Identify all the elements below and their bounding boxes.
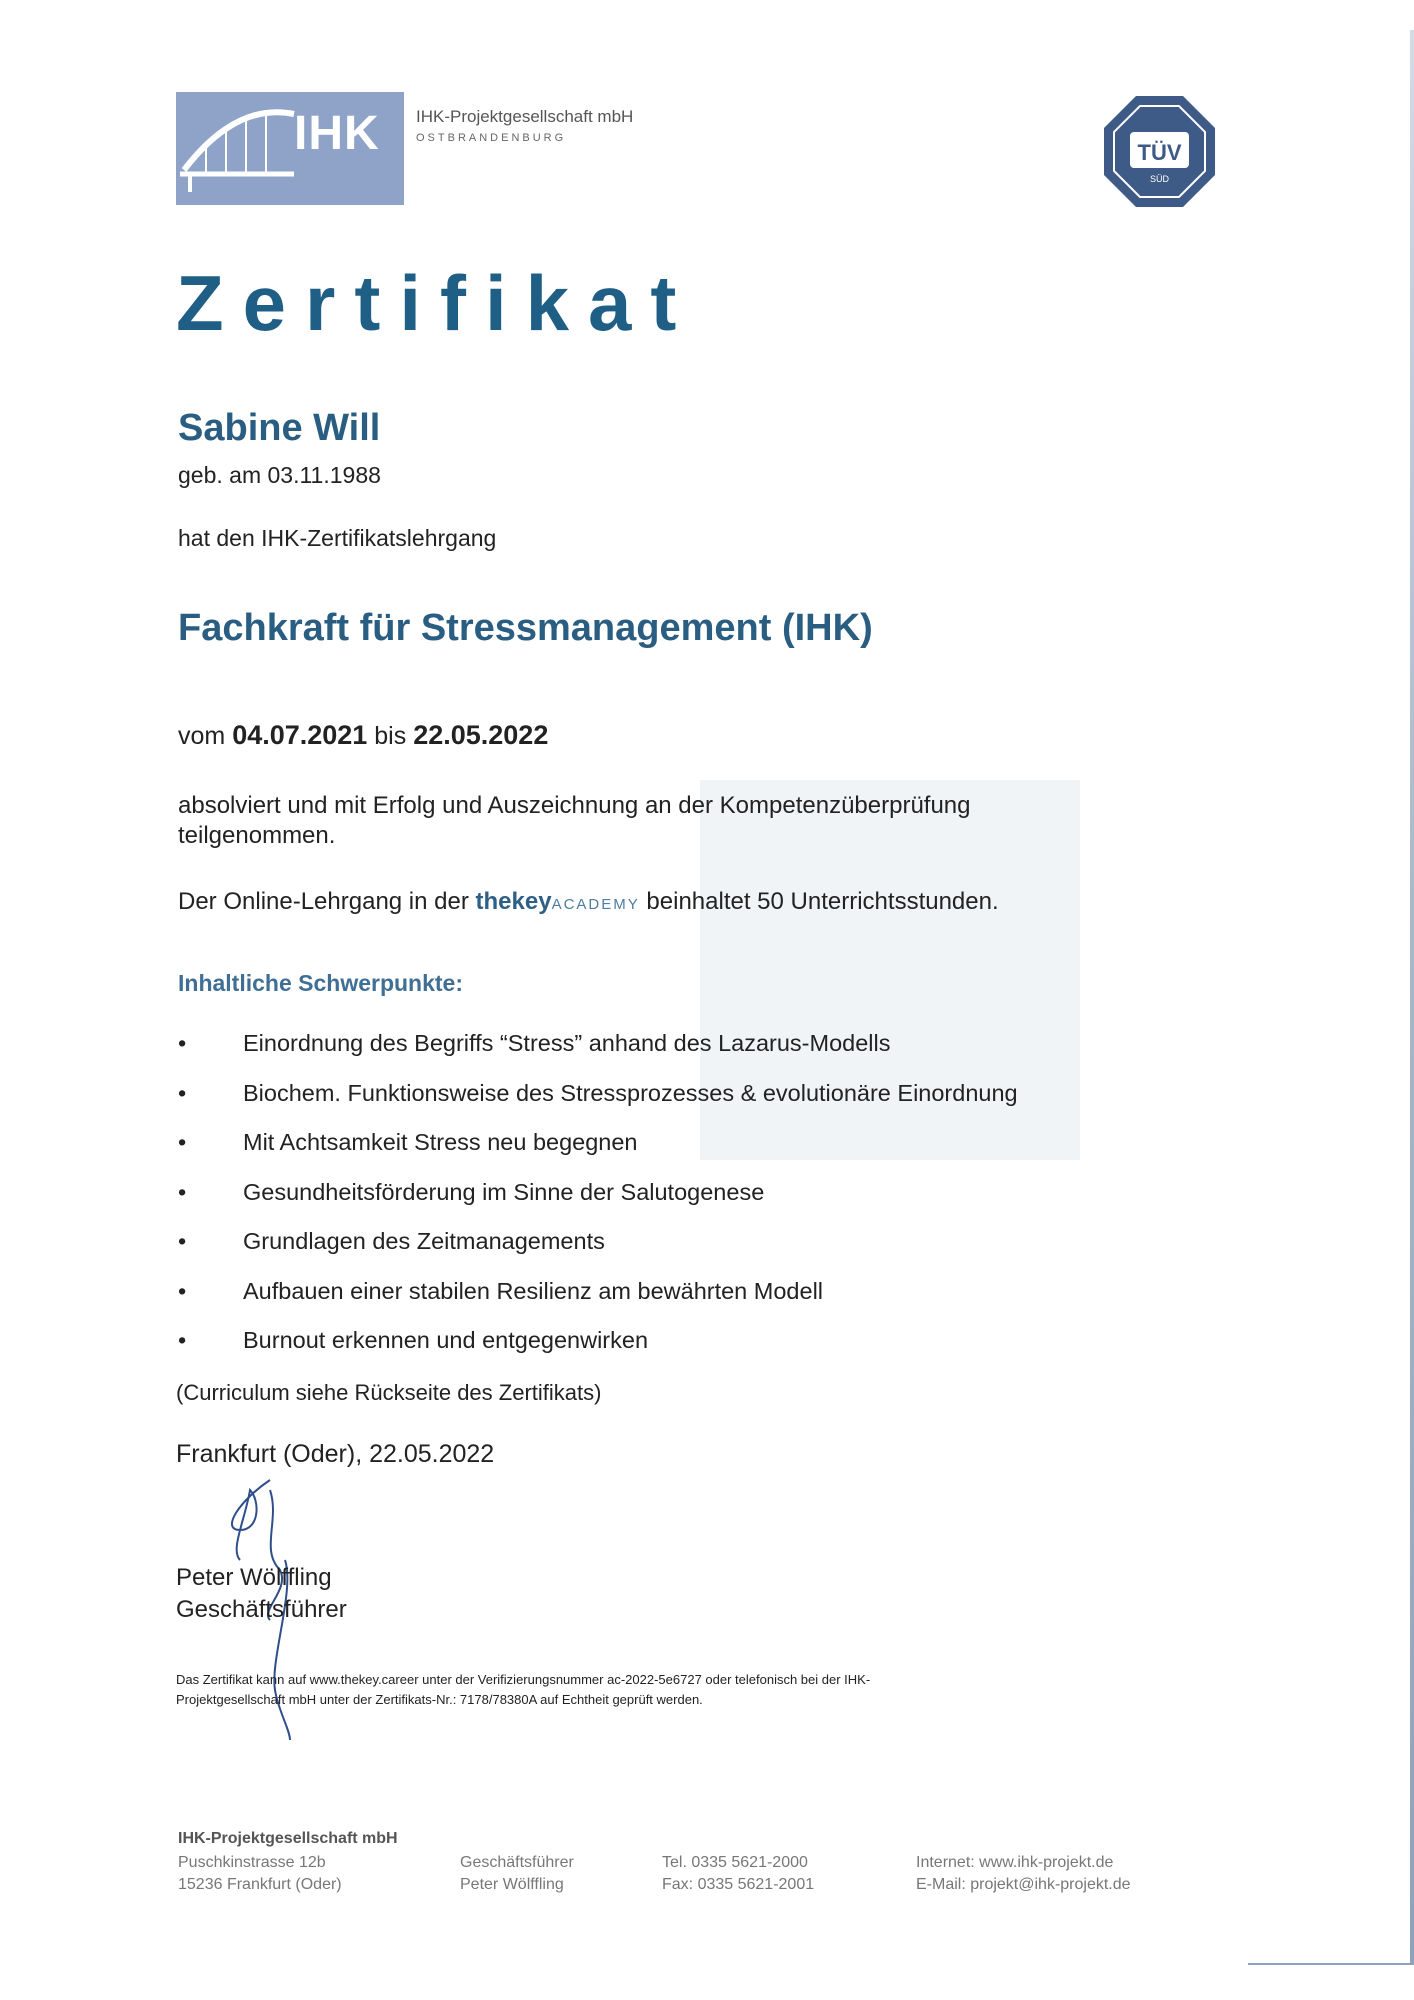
footer-md-label: Geschäftsführer <box>460 1854 574 1871</box>
online-suffix: beinhaltet 50 Unterrichtsstunden. <box>646 888 999 915</box>
signer-role: Geschäftsführer <box>176 1596 347 1623</box>
bullet-icon: • <box>178 1030 187 1056</box>
ihk-logo <box>176 92 681 205</box>
verification-line-2: Projektgesellschaft mbH unter der Zertifikats-Nr.: 7178/78380A auf Echtheit geprüft werden. <box>176 1692 703 1707</box>
verification-line-1: Das Zertifikat kann auf www.thekey.career unter der Verifizierungsnummer ac-2022-5e6727 oder telefonisch bei der IHK- <box>176 1672 871 1687</box>
org-region: OSTBRANDENBURG <box>416 132 567 144</box>
bullet-icon: • <box>178 1277 187 1304</box>
academy-brand: thekey <box>475 888 552 915</box>
ihk-logo-text: IHK <box>294 107 380 160</box>
bullet-icon: • <box>178 1228 187 1254</box>
org-name: IHK-Projektgesellschaft mbH <box>416 107 634 126</box>
recipient-name: Sabine Will <box>178 407 381 449</box>
intro-text: hat den IHK-Zertifikatslehrgang <box>178 525 497 551</box>
course-period <box>178 720 548 751</box>
course-name: Fachkraft für Stressmanagement (IHK) <box>178 607 873 649</box>
from-label: vom <box>178 722 226 750</box>
bullet-icon: • <box>178 1079 187 1106</box>
footer-web: Internet: www.ihk-projekt.de <box>916 1854 1114 1871</box>
footer-tel: Tel. 0335 5621-2000 <box>662 1854 808 1871</box>
bullet-icon: • <box>178 1178 187 1205</box>
bullet-icon: • <box>178 1129 187 1155</box>
online-course-line <box>178 888 999 916</box>
footer-email: E-Mail: projekt@ihk-projekt.de <box>916 1876 1131 1893</box>
from-date: 04.07.2021 <box>232 720 368 750</box>
bullet-icon: • <box>178 1327 187 1353</box>
birth-date: geb. am 03.11.1988 <box>178 462 381 488</box>
online-prefix: Der Online-Lehrgang in der <box>178 888 469 915</box>
to-label: bis <box>374 722 407 750</box>
tuv-seal-icon <box>1102 94 1217 209</box>
certificate-title: Zertifikat <box>176 259 696 347</box>
curriculum-note: (Curriculum siehe Rückseite des Zertifikats) <box>176 1380 602 1405</box>
signer-name: Peter Wölffling <box>176 1564 332 1591</box>
footer-company: IHK-Projektgesellschaft mbH <box>178 1830 398 1847</box>
result-line-2: teilgenommen. <box>178 822 336 849</box>
tuv-sub: SÜD <box>1149 174 1170 184</box>
footer-street: Puschkinstrasse 12b <box>178 1854 326 1871</box>
academy-word: ACADEMY <box>551 896 640 913</box>
footer-md-name: Peter Wölffling <box>460 1876 564 1893</box>
to-date: 22.05.2022 <box>413 720 549 750</box>
ihk-logo-mark <box>176 92 404 205</box>
place-date: Frankfurt (Oder), 22.05.2022 <box>176 1440 495 1468</box>
footer-city: 15236 Frankfurt (Oder) <box>178 1876 342 1893</box>
footer-fax: Fax: 0335 5621-2001 <box>662 1876 815 1893</box>
tuv-brand: TÜV <box>1137 140 1182 165</box>
topics-heading: Inhaltliche Schwerpunkte: <box>178 970 463 996</box>
result-line-1: absolviert und mit Erfolg und Auszeichnung an der Kompetenzüberprüfung <box>178 792 971 819</box>
